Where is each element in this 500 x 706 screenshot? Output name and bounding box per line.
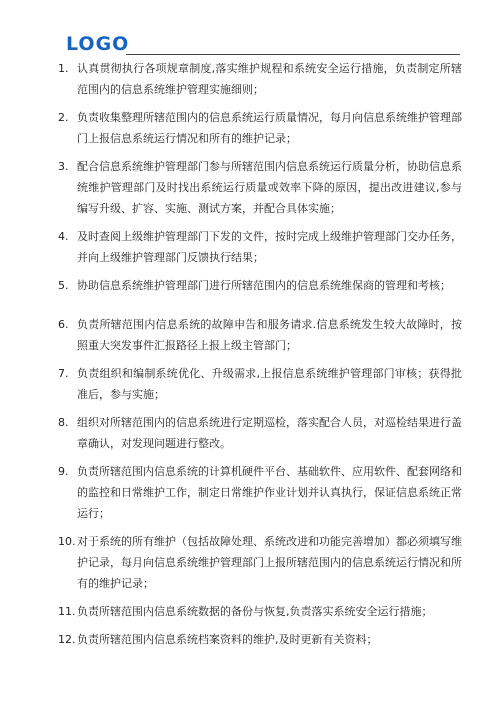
item-text: 及时查阅上级维护管理部门下发的文件，按时完成上级维护管理部门交办任务，并向上级维护管理部门反馈执行结果；: [77, 230, 462, 264]
item-number: 10.: [58, 535, 76, 548]
item-text: 负责所辖范围内信息系统数据的备份与恢复,负责落实系统安全运行措施；: [77, 605, 433, 618]
item-number: 11.: [58, 605, 76, 618]
item-text: 负责收集整理所辖范围内的信息系统运行质量情况，每月向信息系统维护管理部门上报信息系统运行情况和所有的维护记录；: [77, 111, 462, 145]
item-text: 协助信息系统维护管理部门进行所辖范围内的信息系统维保商的管理和考核；: [77, 279, 451, 292]
item-text: 负责所辖范围内信息系统的计算机硬件平台、基础软件、应用软件、配套网络和的监控和日常维护工作，制定日常维护作业计划并认真执行，保证信息系统正常运行；: [77, 465, 462, 520]
item-text: 配合信息系统维护管理部门参与所辖范围内信息系统运行质量分析，协助信息系统维护管理部门及时找出系统运行质量或效率下降的原因，提出改进建议,参与编写升级、扩容、实施、测试方案，并配合具体实施；: [77, 160, 462, 215]
duty-list: [58, 58, 462, 657]
list-item: [58, 107, 462, 149]
item-text: 负责所辖范围内信息系统的故障申告和服务请求.信息系统发生较大故障时，按照重大突发事件汇报路径上报上级主管部门；: [77, 318, 462, 352]
item-text: 组织对所辖范围内的信息系统进行定期巡检，落实配合人员，对巡检结果进行盖章确认，对发现问题进行整改。: [77, 416, 462, 450]
item-text: 负责组织和编制系统优化、升级需求,上报信息系统维护管理部门审核；获得批准后，参与实施；: [77, 367, 462, 401]
list-item: [58, 363, 462, 405]
item-number: 6.: [58, 318, 69, 331]
item-number: 2.: [58, 111, 69, 124]
item-text: 对于系统的所有维护（包括故障处理、系统改进和功能完善增加）都必须填写维护记录，每月向信息系统维护管理部门上报所辖范围内的信息系统运行情况和所有的维护记录；: [77, 535, 462, 590]
item-number: 5.: [58, 279, 69, 292]
logo: LOGO: [66, 33, 130, 55]
list-item: [58, 226, 462, 268]
list-item: [58, 629, 462, 650]
list-item: [58, 275, 462, 296]
item-text: 负责所辖范围内信息系统档案资料的维护,及时更新有关资料；: [77, 633, 378, 646]
list-item: [58, 314, 462, 356]
item-number: 8.: [58, 416, 69, 429]
list-item: [58, 461, 462, 524]
list-item: [58, 601, 462, 622]
list-item: [58, 412, 462, 454]
page-header: [66, 33, 460, 59]
item-number: 12.: [58, 633, 76, 646]
item-text: 认真贯彻执行各项规章制度,落实维护规程和系统安全运行措施，负责制定所辖范围内的信息系统维护管理实施细则；: [77, 62, 462, 96]
list-item: [58, 156, 462, 219]
list-item: [58, 58, 462, 100]
item-number: 3.: [58, 160, 69, 173]
item-number: 9.: [58, 465, 69, 478]
item-number: 7.: [58, 367, 69, 380]
header-rule: [126, 54, 460, 55]
list-item: [58, 531, 462, 594]
item-number: 1.: [58, 62, 69, 75]
item-number: 4.: [58, 230, 69, 243]
